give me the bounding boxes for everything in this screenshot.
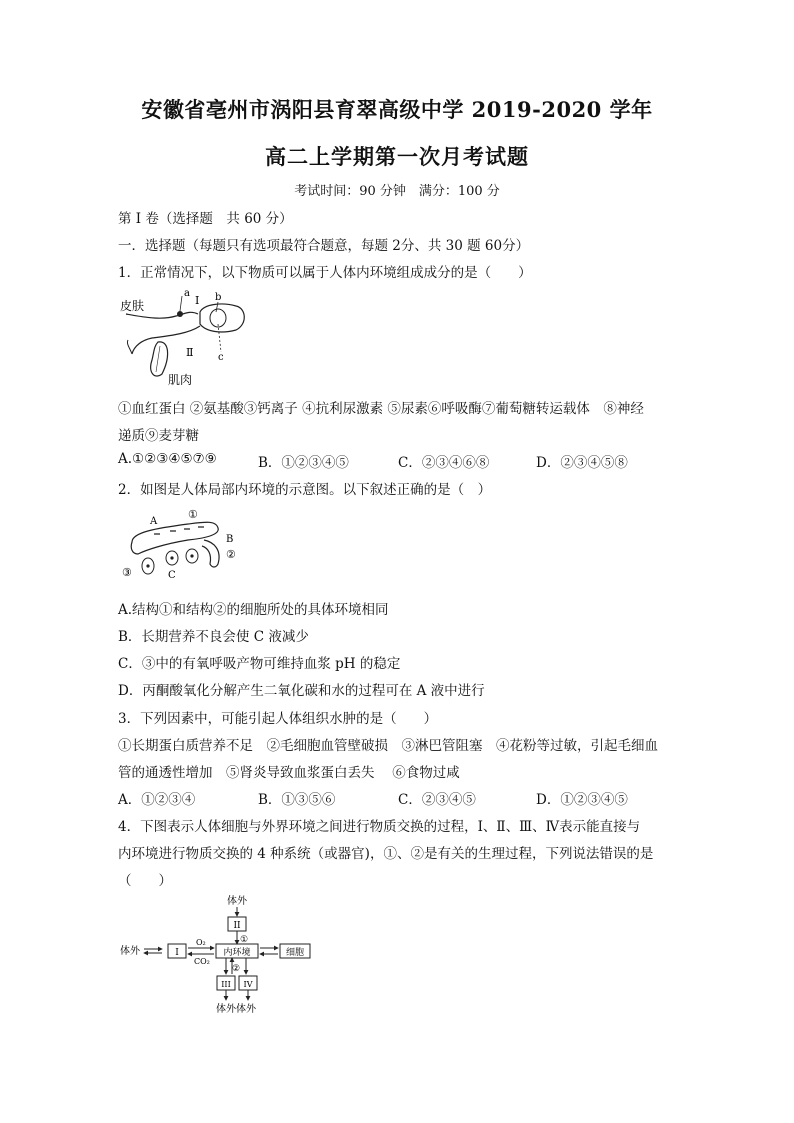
q3-option-a[interactable]: A．①②③④ [118,792,196,808]
exam-title-line2: 高二上学期第一次月考试题 [265,144,529,169]
q4-fig-internal-label: 内环境 [223,948,251,958]
q4-fig-outside-top: 体外 [227,896,247,907]
q2-option-a[interactable]: A.结构①和结构②的细胞所处的具体环境相同 [118,602,389,618]
q4-fig-III-label: III [221,980,231,989]
q4-fig-bottom-label: 体外体外 [216,1004,256,1015]
q3-stem: 3．下列因素中，可能引起人体组织水肿的是（ ） [118,711,438,727]
q1-fig-c-label: c [218,352,224,363]
q1-fig-II-label: Ⅱ [186,346,194,359]
q1-stem: 1．正常情况下，以下物质可以属于人体内环境组成成分的是（ ） [118,265,532,281]
q4-fig-II-label: II [233,921,241,931]
q1-fig-muscle-label: 肌肉 [168,373,193,387]
q3-option-c[interactable]: C．②③④⑤ [398,792,476,808]
q1-fig-I-label: I [195,294,200,307]
q4-fig-I-label: I [175,948,179,958]
section-instruction: 一．选择题（每题只有选项最符合题意，每题 2分、共 30 题 60分） [118,238,530,254]
q4-stem-line2: 内环境进行物质交换的 4 种系统（或器官)，①、②是有关的生理过程，下列说法错误的是 [118,846,654,862]
q1-option-b[interactable]: B．①②③④⑤ [258,455,349,471]
exam-title-line1: 安徽省亳州市涡阳县育翠高级中学 2019-2020 学年 [141,97,653,122]
q2-fig-A-label: A [150,516,158,527]
q2-fig-B-label: B [226,534,234,545]
q1-reflex-arc-figure [118,284,268,388]
q4-fig-co2-label: CO₂ [194,957,210,966]
q2-fig-n1-label: ① [188,508,198,521]
q1-items-line2: 递质⑨麦芽糖 [118,428,199,444]
q2-option-d[interactable]: D．丙酮酸氧化分解产生二氧化碳和水的过程可在 A 液中进行 [118,683,485,699]
q1-option-d[interactable]: D．②③④⑤⑧ [536,455,628,471]
q2-stem: 2．如图是人体局部内环境的示意图。以下叙述正确的是（ ） [118,482,492,498]
part-heading: 第 I 卷（选择题 共 60 分） [118,211,293,227]
q3-option-b[interactable]: B．①③⑤⑥ [258,792,336,808]
q4-fig-cell-label: 细胞 [285,948,305,958]
q4-fig-p1-label: ① [240,935,249,945]
q4-stem-line1: 4．下图表示人体细胞与外界环境之间进行物质交换的过程，Ⅰ、Ⅱ、Ⅲ、Ⅳ表示能直接与 [118,819,641,835]
q2-fig-n3-label: ③ [122,566,132,579]
q3-items-line2: 管的通透性增加 ⑤肾炎导致血浆蛋白丢失 ⑥食物过咸 [118,765,460,781]
q2-option-b[interactable]: B．长期营养不良会使 C 液减少 [118,629,309,645]
q4-exchange-diagram [118,892,318,1016]
q4-fig-IV-label: IV [243,980,253,989]
q1-fig-b-label: b [215,292,222,303]
exam-info: 考试时间：90 分钟 满分：100 分 [294,184,500,199]
q1-option-c[interactable]: C．②③④⑥⑧ [398,455,490,471]
q4-fig-p2-label: ② [232,964,241,974]
q1-option-a[interactable]: A.①②③④⑤⑦⑨ [118,451,217,467]
q2-fig-n2-label: ② [226,548,236,561]
q2-option-c[interactable]: C．③中的有氧呼吸产物可维持血浆 pH 的稳定 [118,656,401,672]
q3-items-line1: ①长期蛋白质营养不足 ②毛细胞血管壁破损 ③淋巴管阻塞 ④花粉等过敏，引起毛细血 [118,738,658,754]
q1-items-line1: ①血红蛋白 ②氨基酸③钙离子 ④抗利尿激素 ⑤尿素⑥呼吸酶⑦葡萄糖转运载体 ⑧神经 [118,401,644,417]
q2-internal-environment-figure [118,506,248,582]
q1-fig-a-label: a [184,288,190,299]
q2-fig-C-label: C [168,570,176,581]
q4-fig-outside-left: 体外 [120,946,140,957]
q4-fig-o2-label: O₂ [196,938,206,947]
q3-option-d[interactable]: D．①②③④⑤ [536,792,628,808]
q1-fig-skin-label: 皮肤 [120,299,145,313]
q4-stem-line3: （ ） [118,873,172,889]
